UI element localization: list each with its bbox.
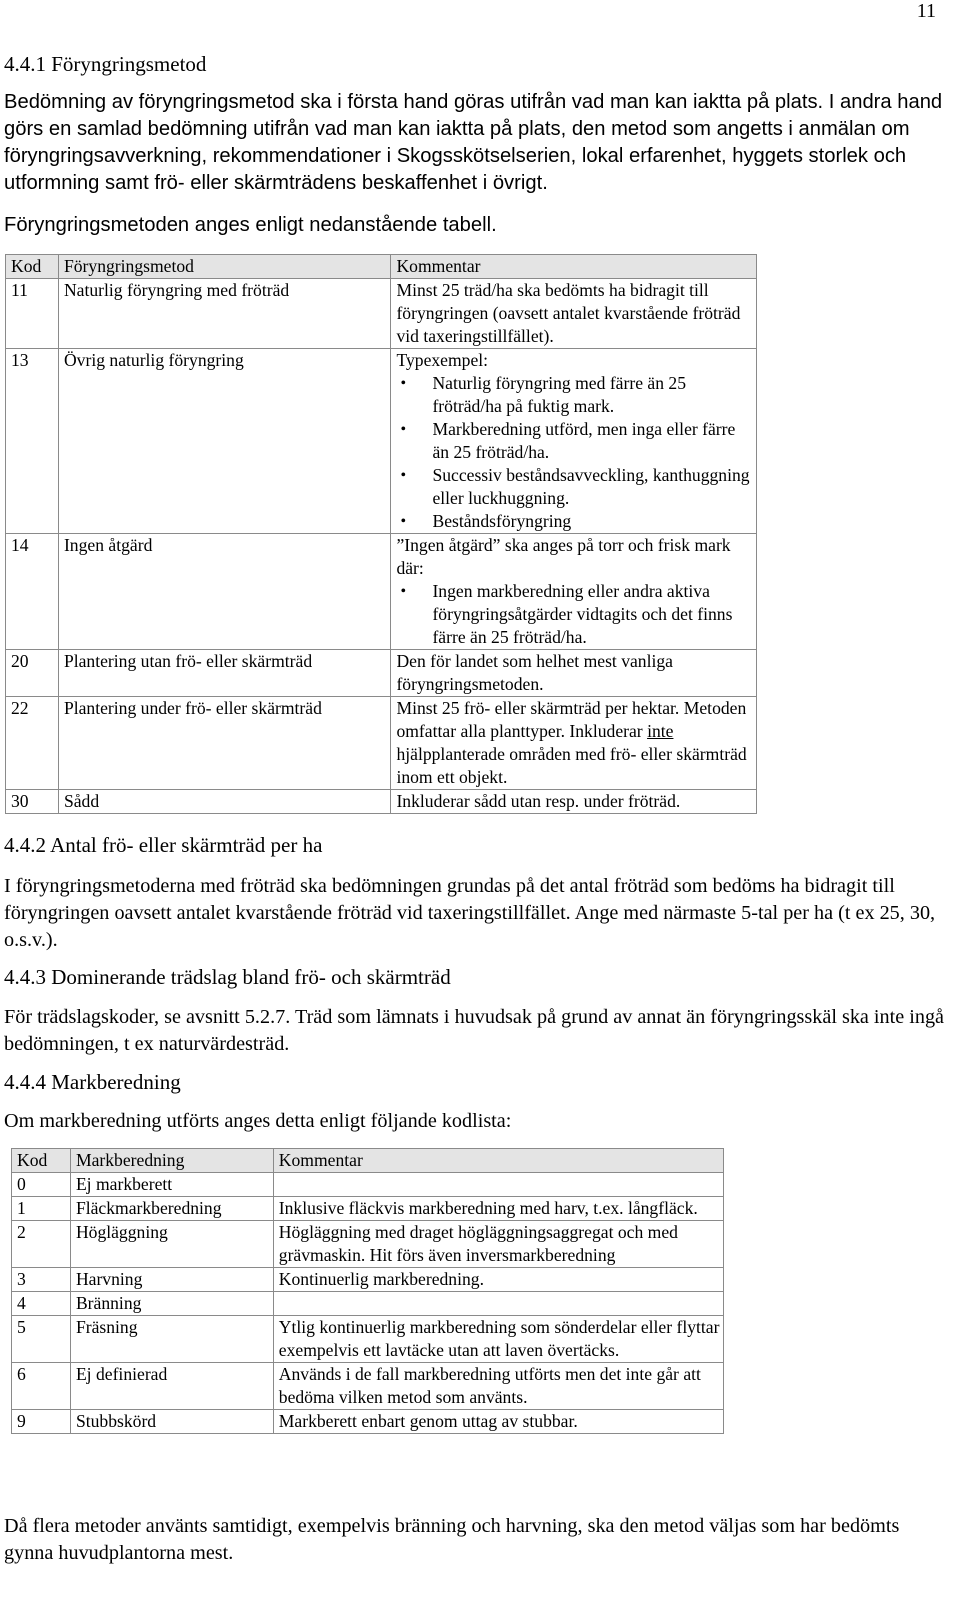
header-kommentar: Kommentar xyxy=(391,255,757,279)
paragraph-441-intro: Bedömning av föryngringsmetod ska i första hand göras utifrån vad man kan iaktta på plats. I andra hand görs en samlad bedömning utifrån vad man kan iaktta på plats, den metod som angetts i anmälan om föryngringsavverkning, rekommendationer i Skogsskötselserien, lokal erfarenhet, hyggets storlek och utformning samt frö- eller skärmträdens beskaffenhet i övrigt. xyxy=(4,91,943,194)
table-row xyxy=(6,279,757,349)
heading-4-4-1: 4.4.1 Föryngringsmetod xyxy=(4,52,207,76)
cell-metod: Plantering under frö- eller skärmträd xyxy=(58,697,391,790)
table-row xyxy=(12,1173,724,1197)
cell-metod: Plantering utan frö- eller skärmträd xyxy=(58,650,391,697)
cell-kod: 0 xyxy=(12,1173,71,1197)
closing-paragraph: Då flera metoder använts samtidigt, exempelvis bränning och harvning, ska den metod väljas som har bedömts gynna huvudplantorna mest. xyxy=(4,1515,900,1564)
cell-kod: 4 xyxy=(12,1292,71,1316)
cell-kommentar: Högläggning med draget högläggningsaggregat och med grävmaskin. Hit förs även inversmarkberedning xyxy=(273,1221,723,1268)
comment-text: hjälpplanterade områden med frö- eller skärmträd inom ett objekt. xyxy=(396,744,747,787)
cell-markberedning: Ej markberett xyxy=(70,1173,273,1197)
table-row xyxy=(12,1221,724,1268)
list-item: • Beståndsföryngring xyxy=(432,510,756,533)
cell-kommentar: Inklusive fläckvis markberedning med harv, t.ex. långfläck. xyxy=(273,1197,723,1221)
cell-kommentar xyxy=(391,534,757,650)
list-item: • Successiv beståndsavveckling, kanthuggning eller luckhuggning. xyxy=(432,464,756,510)
table-row xyxy=(6,650,757,697)
table-row xyxy=(6,697,757,790)
table-row xyxy=(6,349,757,534)
cell-markberedning: Fräsning xyxy=(70,1316,273,1363)
cell-markberedning: Bränning xyxy=(70,1292,273,1316)
table-row xyxy=(12,1292,724,1316)
cell-kommentar: Kontinuerlig markberedning. xyxy=(273,1268,723,1292)
page-number: 11 xyxy=(916,0,936,22)
cell-metod: Sådd xyxy=(58,790,391,814)
paragraph-441-table-intro: Föryngringsmetoden anges enligt nedanstående tabell. xyxy=(4,214,497,236)
cell-kommentar: Inkluderar sådd utan resp. under fröträd. xyxy=(391,790,757,814)
cell-kommentar: Den för landet som helhet mest vanliga föryngringsmetoden. xyxy=(391,650,757,697)
cell-kod: 2 xyxy=(12,1221,71,1268)
foryngringsmetod-table xyxy=(5,254,757,814)
heading-4-4-4: 4.4.4 Markberedning xyxy=(4,1070,181,1094)
comment-intro: Typexempel: xyxy=(396,350,489,370)
table-row xyxy=(12,1410,724,1434)
paragraph-442: I föryngringsmetoderna med fröträd ska bedömningen grundas på det antal fröträd som bedöms ha bidragit till föryngringen oavsett antalet kvarstående fröträd vid taxeringstillfället. Ange med närmaste 5-tal per ha (t ex 25, 30, o.s.v.). xyxy=(4,875,936,951)
list-item: • Ingen markberedning eller andra aktiva föryngringsåtgärder vidtagits och det finns färre än 25 fröträd/ha. xyxy=(432,580,756,649)
table-row xyxy=(6,534,757,650)
comment-text: Minst 25 frö- eller skärmträd per hektar. Metoden omfattar alla planttyper. Inkluderar xyxy=(396,698,747,741)
table-row xyxy=(12,1197,724,1221)
table-header-row xyxy=(6,255,757,279)
header-kommentar: Kommentar xyxy=(273,1149,723,1173)
cell-kod: 5 xyxy=(12,1316,71,1363)
cell-metod: Naturlig föryngring med fröträd xyxy=(58,279,391,349)
list-item: • Naturlig föryngring med färre än 25 fröträd/ha på fuktig mark. xyxy=(432,372,756,418)
cell-kod: 6 xyxy=(12,1363,71,1410)
header-foryngringsmetod: Föryngringsmetod xyxy=(58,255,391,279)
cell-kod: 1 xyxy=(12,1197,71,1221)
table-row xyxy=(12,1363,724,1410)
list-item: • Markberedning utförd, men inga eller färre än 25 fröträd/ha. xyxy=(432,418,756,464)
cell-kommentar: Används i de fall markberedning utförts men det inte går att bedöma vilken metod som använts. xyxy=(273,1363,723,1410)
cell-kommentar: Markberett enbart genom uttag av stubbar. xyxy=(273,1410,723,1434)
cell-kod: 20 xyxy=(6,650,59,697)
cell-kommentar: Ytlig kontinuerlig markberedning som sönderdelar eller flyttar exempelvis ett lavtäcke utan att laven övertäcks. xyxy=(273,1316,723,1363)
table-row xyxy=(12,1316,724,1363)
header-kod: Kod xyxy=(12,1149,71,1173)
heading-4-4-2: 4.4.2 Antal frö- eller skärmträd per ha xyxy=(4,833,323,857)
cell-metod: Övrig naturlig föryngring xyxy=(58,349,391,534)
cell-kod: 13 xyxy=(6,349,59,534)
cell-kod: 11 xyxy=(6,279,59,349)
cell-kommentar: Minst 25 träd/ha ska bedömts ha bidragit till föryngringen (oavsett antalet kvarstående fröträd vid taxeringstillfället). xyxy=(391,279,757,349)
cell-kod: 22 xyxy=(6,697,59,790)
heading-4-4-3: 4.4.3 Dominerande trädslag bland frö- och skärmträd xyxy=(4,965,451,989)
table-row xyxy=(6,790,757,814)
table-header-row xyxy=(12,1149,724,1173)
cell-kommentar xyxy=(391,697,757,790)
cell-kommentar xyxy=(273,1292,723,1316)
comment-intro: ”Ingen åtgärd” ska anges på torr och frisk mark där: xyxy=(396,535,731,578)
cell-kod: 3 xyxy=(12,1268,71,1292)
cell-kod: 14 xyxy=(6,534,59,650)
table-row xyxy=(12,1268,724,1292)
header-markberedning: Markberedning xyxy=(70,1149,273,1173)
cell-kommentar xyxy=(391,349,757,534)
bullet-list xyxy=(396,580,756,649)
cell-markberedning: Ej definierad xyxy=(70,1363,273,1410)
cell-markberedning: Högläggning xyxy=(70,1221,273,1268)
markberedning-table xyxy=(11,1148,724,1434)
cell-kod: 30 xyxy=(6,790,59,814)
underlined-inte: inte xyxy=(647,721,674,741)
header-kod: Kod xyxy=(6,255,59,279)
cell-markberedning: Fläckmarkberedning xyxy=(70,1197,273,1221)
cell-markberedning: Stubbskörd xyxy=(70,1410,273,1434)
paragraph-444: Om markberedning utförts anges detta enligt följande kodlista: xyxy=(4,1110,512,1132)
paragraph-443: För trädslagskoder, se avsnitt 5.2.7. Träd som lämnats i huvudsak på grund av annat än föryngringsskäl ska inte ingå bedömningen, t ex naturvärdesträd. xyxy=(4,1006,945,1055)
cell-metod: Ingen åtgärd xyxy=(58,534,391,650)
cell-kod: 9 xyxy=(12,1410,71,1434)
cell-markberedning: Harvning xyxy=(70,1268,273,1292)
cell-kommentar xyxy=(273,1173,723,1197)
bullet-list xyxy=(396,372,756,533)
